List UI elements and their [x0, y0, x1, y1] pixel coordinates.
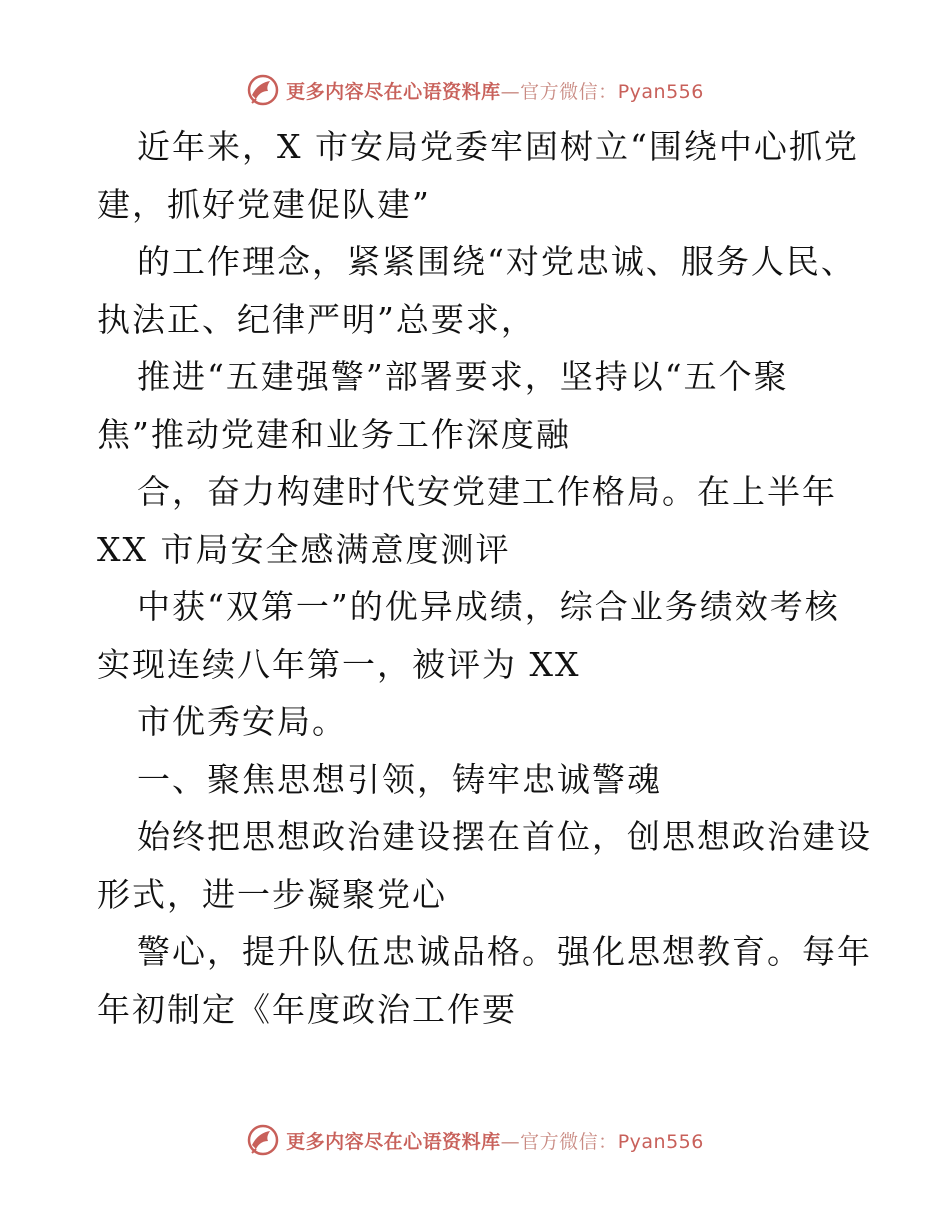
watermark-separator: — — [500, 80, 521, 103]
watermark-text — [286, 77, 704, 104]
paragraph-line: 近年来，X 市安局党委牢固树立“围绕中心抓党 — [137, 127, 859, 166]
paragraph-line: XX 市局安全感满意度测评 — [97, 529, 511, 569]
watermark-brand: 更多内容尽在心语资料库 — [286, 80, 501, 103]
paragraph-line: 推进“五建强警”部署要求，坚持以“五个聚 — [137, 357, 789, 396]
paragraph-line: 的工作理念，紧紧围绕“对党忠诚、服务人民、 — [137, 242, 856, 281]
fountain-pen-logo-icon — [246, 73, 280, 107]
paragraph-line: 形式，进一步凝聚党心 — [97, 874, 447, 914]
watermark-content — [246, 1123, 704, 1157]
paragraph-line: 中获“双第一”的优异成绩，综合业务绩效考核 — [137, 587, 840, 626]
fountain-pen-logo-icon — [246, 1123, 280, 1157]
paragraph-line: 合，奋力构建时代安党建工作格局。在上半年 — [137, 472, 837, 511]
paragraph-line: 市优秀安局。 — [137, 702, 347, 741]
watermark-wechat-id: Pyan556 — [617, 80, 704, 103]
paragraph-line: 建，抓好党建促队建” — [97, 184, 431, 224]
watermark-wechat-label: 官方微信： — [520, 1130, 618, 1153]
paragraph-line: 焦”推动党建和业务工作深度融 — [97, 414, 571, 454]
paragraph-line: 实现连续八年第一，被评为 XX — [97, 644, 581, 684]
paragraph-line: 年初制定《年度政治工作要 — [97, 989, 517, 1029]
paragraph-line: 执法正、纪律严明”总要求， — [97, 299, 536, 339]
watermark-separator: — — [500, 1130, 521, 1153]
watermark-banner-bottom — [0, 1120, 950, 1160]
watermark-banner-top — [0, 70, 950, 110]
watermark-content — [246, 73, 704, 107]
paragraph-line: 始终把思想政治建设摆在首位，创思想政治建设 — [137, 817, 872, 856]
section-heading: 一、聚焦思想引领，铸牢忠诚警魂 — [137, 759, 662, 799]
watermark-wechat-label: 官方微信： — [520, 80, 618, 103]
document-body — [97, 118, 872, 1038]
paragraph-line: 警心，提升队伍忠诚品格。强化思想教育。每年 — [137, 932, 872, 971]
watermark-brand: 更多内容尽在心语资料库 — [286, 1130, 501, 1153]
watermark-text — [286, 1127, 704, 1154]
watermark-wechat-id: Pyan556 — [617, 1130, 704, 1153]
